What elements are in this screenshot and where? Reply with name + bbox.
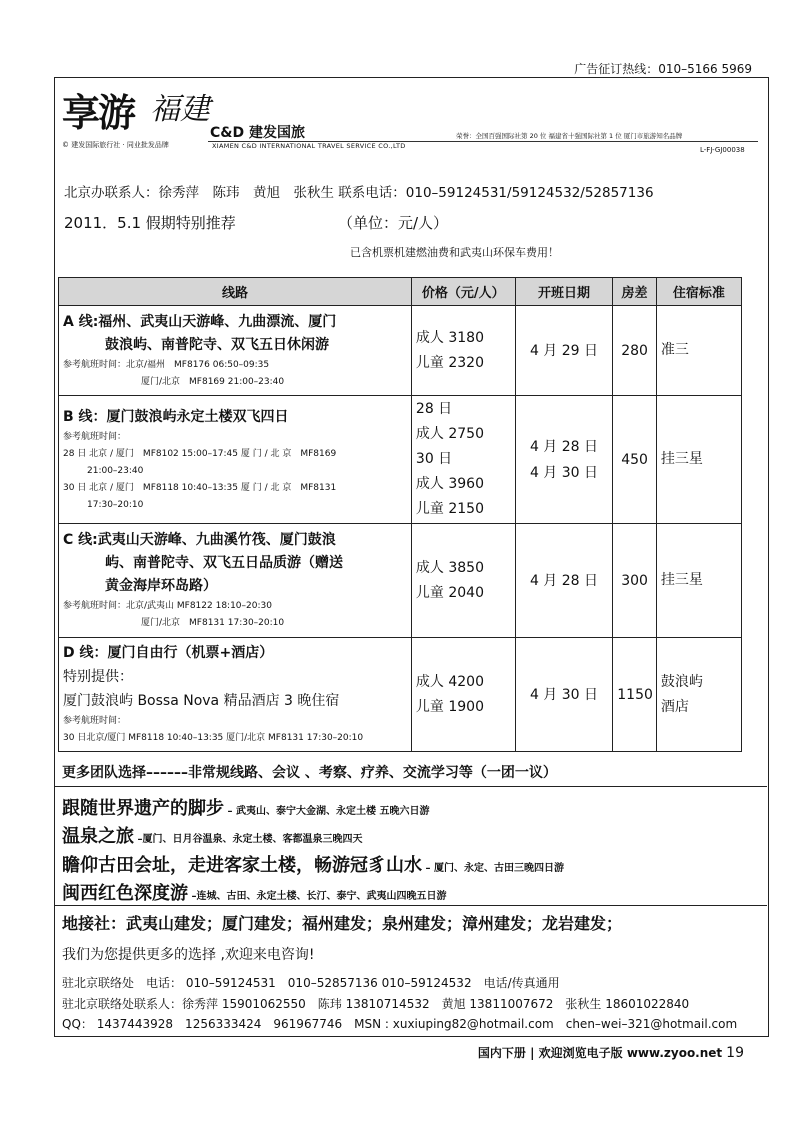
company-name: C&D 建发国旅 xyxy=(210,125,305,141)
price-child: 儿童 2150 xyxy=(415,501,484,517)
tour-detail: –连城、古田、永定土楼、长汀、泰宁、武夷山四晚五日游 xyxy=(188,891,447,902)
route-c-flight-return: 厦门/北京 MF8131 17:30–20:10 xyxy=(141,618,285,628)
license-number: L-FJ-GJ00038 xyxy=(700,146,745,154)
tour-detail: –厦门、日月谷温泉、永定土楼、客都温泉三晚四天 xyxy=(134,834,363,845)
price-child: 儿童 1900 xyxy=(415,698,484,715)
route-d-special-hotel: 厦门鼓浪屿 Bossa Nova 精品酒店 3 晚住宿 xyxy=(63,693,340,709)
tour-detail: – 厦门、永定、古田三晚四日游 xyxy=(422,863,564,874)
col-header-price: 价格（元/人） xyxy=(411,278,515,306)
route-d-hotel-std-1: 鼓浪屿 xyxy=(660,673,703,690)
table-row xyxy=(59,638,742,752)
route-d-cell xyxy=(59,638,412,752)
route-a-title: A 线:福州、武夷山天游峰、九曲漂流、厦门 xyxy=(63,313,337,330)
table-row xyxy=(59,306,742,396)
route-c-date: 4 月 28 日 xyxy=(515,524,613,638)
route-c-title-cont: 屿、南普陀寺、双飞五日品质游（赠送 xyxy=(105,555,343,571)
route-d-room-diff: 1150 xyxy=(613,638,657,752)
page-number: 19 xyxy=(726,1045,744,1061)
route-a-cell xyxy=(59,306,412,396)
route-b-title: B 线：厦门鼓浪屿永定土楼双飞四日 xyxy=(63,408,289,425)
route-b-hotel-std: 挂三星 xyxy=(656,396,741,524)
route-a-price xyxy=(411,306,515,396)
price-child: 儿童 2040 xyxy=(415,584,484,601)
brand-logo-script: 福建 xyxy=(150,92,210,127)
route-c-title-cont2: 黄金海岸环岛路） xyxy=(105,578,217,594)
route-b-dates xyxy=(515,396,613,524)
brand-subtitle: © 建发国际旅行社 · 同业批发品牌 xyxy=(62,141,169,149)
tour-name: 温泉之旅 xyxy=(62,826,134,847)
tour-detail: – 武夷山、泰宁大金湖、永定土楼 五晚六日游 xyxy=(224,806,430,817)
beijing-contact: 北京办联系人：徐秀萍 陈玮 黄旭 张秋生 联系电话：010–59124531/59124532/52857136 xyxy=(64,185,654,201)
route-b-flight-28: 28 日 北京 / 厦门 MF8102 15:00–17:45 厦 门 / 北 京 MF8169 xyxy=(63,448,337,459)
route-d-hotel-std-2: 酒店 xyxy=(660,698,689,715)
route-d-flight-label: 参考航班时间： xyxy=(63,716,127,726)
award-text: 荣誉：全国百强国际社第 20 位 福建省十强国际社第 1 位 厦门市旅游知名品牌 xyxy=(456,132,683,140)
qq-msn-contacts: QQ： 1437443928 1256333424 961967746 MSN : xuxiuping82@hotmail.com chen–wei–321@hotmail.com xyxy=(62,1017,738,1031)
price-adult: 成人 3180 xyxy=(415,329,484,346)
section-divider xyxy=(55,786,767,787)
col-header-route: 线路 xyxy=(59,278,412,306)
section-divider xyxy=(55,905,767,906)
price-date-30: 30 日 xyxy=(415,451,453,467)
table-header-row xyxy=(59,278,742,306)
route-c-price xyxy=(411,524,515,638)
route-b-flight-30: 30 日 北京 / 厦门 MF8118 10:40–13:35 厦 门 / 北 京 MF8131 xyxy=(63,482,337,493)
route-d-title: D 线：厦门自由行（机票+酒店） xyxy=(63,645,274,661)
route-b-price xyxy=(411,396,515,524)
brand-logo: 享游 xyxy=(62,90,135,135)
office-phone: 驻北京联络处 电话： 010–59124531 010–52857136 010–59124532 电话/传真通用 xyxy=(62,976,560,990)
route-d-flight: 30 日北京/厦门 MF8118 10:40–13:35 厦门/北京 MF8131 17:30–20:10 xyxy=(63,733,364,743)
route-table xyxy=(58,277,742,752)
page-footer xyxy=(478,1044,744,1061)
route-b-room-diff: 450 xyxy=(613,396,657,524)
route-c-title: C 线:武夷山天游峰、九曲溪竹筏、厦门鼓浪 xyxy=(63,532,336,548)
col-header-hotel-standard: 住宿标准 xyxy=(656,278,741,306)
tour-item xyxy=(62,822,362,848)
tour-item xyxy=(62,794,429,820)
footer-text: 国内下册 | 欢迎浏览电子版 www.zyoo.net xyxy=(477,1046,723,1060)
route-a-flight: 参考航班时间：北京/福州 MF8176 06:50–09:35 xyxy=(63,359,270,370)
route-c-cell xyxy=(59,524,412,638)
local-agents: 地接社：武夷山建发；厦门建发；福州建发；泉州建发；漳州建发；龙岩建发； xyxy=(62,914,623,933)
tour-name: 跟随世界遗产的脚步 xyxy=(62,798,224,819)
col-header-date: 开班日期 xyxy=(515,278,613,306)
route-b-flight-28-time: 21:00–23:40 xyxy=(87,465,144,476)
ad-hotline: 广告征订热线：010–5166 5969 xyxy=(574,62,752,76)
tour-name: 瞻仰古田会址，走进客家土楼，畅游冠豸山水 xyxy=(62,855,422,876)
route-a-flight-return: 厦门/北京 MF8169 21:00–23:40 xyxy=(141,376,285,387)
tour-item xyxy=(62,879,446,905)
route-d-special-label: 特别提供： xyxy=(63,669,133,685)
route-d-price xyxy=(411,638,515,752)
route-d-hotel-std xyxy=(656,638,741,752)
route-a-hotel-std: 准三 xyxy=(656,306,741,396)
promo-title: 2011．5.1 假期特别推荐 xyxy=(64,214,236,232)
route-b-flight-30-time: 17:30–20:10 xyxy=(87,499,144,510)
price-date-28: 28 日 xyxy=(415,401,453,417)
price-adult-30: 成人 3960 xyxy=(415,476,484,492)
table-row xyxy=(59,396,742,524)
tour-name: 闽西红色深度游 xyxy=(62,883,188,904)
route-a-title-cont: 鼓浪屿、南普陀寺、双飞五日休闲游 xyxy=(105,336,329,353)
route-b-flight-label: 参考航班时间： xyxy=(63,431,127,442)
route-c-room-diff: 300 xyxy=(613,524,657,638)
welcome-text: 我们为您提供更多的选择 ,欢迎来电咨询! xyxy=(62,947,315,963)
price-adult: 成人 3850 xyxy=(415,559,484,576)
route-b-date-1: 4 月 28 日 xyxy=(529,438,599,455)
table-row xyxy=(59,524,742,638)
route-a-room-diff: 280 xyxy=(613,306,657,396)
price-adult-28: 成人 2750 xyxy=(415,426,484,442)
more-groups-text: 更多团队选择––––––非常规线路、会议 、考察、疗养、交流学习等（一团一议） xyxy=(62,765,557,781)
price-child: 儿童 2320 xyxy=(415,354,484,371)
route-c-hotel-std: 挂三星 xyxy=(656,524,741,638)
route-d-date: 4 月 30 日 xyxy=(515,638,613,752)
company-english-name: XIAMEN C&D INTERNATIONAL TRAVEL SERVICE CO.,LTD xyxy=(212,142,406,150)
price-unit: （单位：元/人） xyxy=(338,214,449,232)
price-note: 已含机票机建燃油费和武夷山环保车费用！ xyxy=(350,246,559,259)
office-contacts: 驻北京联络处联系人：徐秀萍 15901062550 陈玮 13810714532 黄旭 13811007672 张秋生 18601022840 xyxy=(62,997,690,1011)
route-b-cell xyxy=(59,396,412,524)
route-b-date-2: 4 月 30 日 xyxy=(529,464,599,481)
route-a-date: 4 月 29 日 xyxy=(515,306,613,396)
price-adult: 成人 4200 xyxy=(415,673,484,690)
col-header-room-diff: 房差 xyxy=(613,278,657,306)
header-divider xyxy=(208,141,758,142)
tour-item xyxy=(62,851,564,877)
route-c-flight: 参考航班时间：北京/武夷山 MF8122 18:10–20:30 xyxy=(63,601,272,611)
